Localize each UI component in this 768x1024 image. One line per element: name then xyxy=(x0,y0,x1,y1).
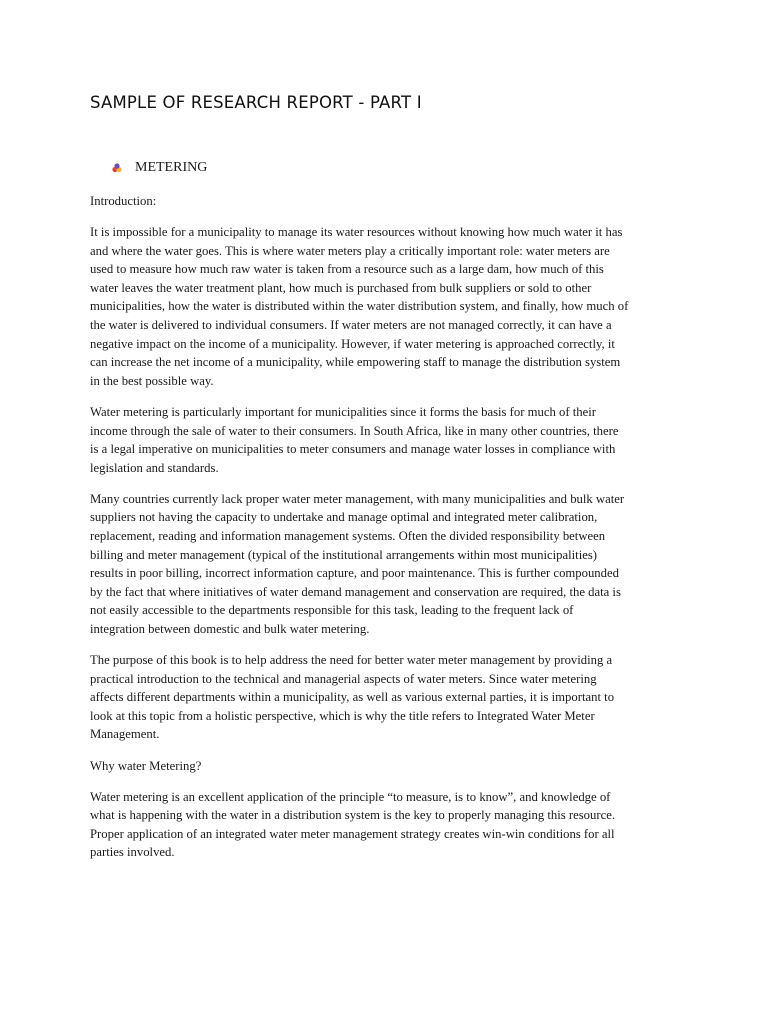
bullet-item-metering xyxy=(112,160,207,176)
paragraph xyxy=(90,788,665,862)
paragraph-line: the water is delivered to individual consumers. If water meters are not managed correctly, it can have a xyxy=(90,318,612,333)
paragraph-line: negative impact on the income of a municipality. However, if water metering is approached correctly, it xyxy=(90,336,615,351)
paragraph-line: and where the water goes. This is where water meters play a critically important role: water meters are xyxy=(90,243,610,258)
bullet-label: METERING xyxy=(135,160,208,175)
paragraph-line: practical introduction to the technical and managerial aspects of water meters. Since water metering xyxy=(90,671,597,686)
paragraph xyxy=(90,757,665,776)
paragraph-line: Introduction: xyxy=(90,194,157,208)
paragraph-line: used to measure how much raw water is taken from a resource such as a large dam, how much of this xyxy=(90,262,604,277)
paragraph-line: Management. xyxy=(90,727,160,742)
paragraph-line: municipalities, how the water is distributed within the water distribution system, and finally, how much of xyxy=(90,299,629,314)
paragraph-line: is a legal imperative on municipalities to meter consumers and manage water losses in compliance with xyxy=(90,442,616,457)
paragraph-line: The purpose of this book is to help address the need for better water meter management by providing a xyxy=(90,653,613,668)
paragraph-line: billing and meter management (typical of the institutional arrangements within most municipalities) xyxy=(90,547,598,562)
paragraph-line: Many countries currently lack proper water meter management, with many municipalities and bulk water xyxy=(90,491,625,506)
bullet-dot-purple xyxy=(114,163,119,168)
paragraph-line: Proper application of an integrated water meter management strategy creates win-win conditions for all xyxy=(90,826,615,841)
paragraph-line: not easily accessible to the departments responsible for this task, leading to the frequent lack of xyxy=(90,603,574,618)
paragraph-line: suppliers not having the capacity to undertake and manage optimal and integrated meter calibration, xyxy=(90,510,598,525)
paragraph xyxy=(90,403,665,477)
paragraph-line: Why water Metering? xyxy=(90,758,202,773)
paragraph-line: integration between domestic and bulk water metering. xyxy=(90,621,370,636)
paragraph-line: income through the sale of water to their consumers. In South Africa, like in many other countries, there xyxy=(90,423,619,438)
paragraph xyxy=(90,651,665,744)
paragraph-line: affects different departments within a municipality, as well as various external parties, it is important to xyxy=(90,690,615,705)
paragraph-line: legislation and standards. xyxy=(90,460,219,475)
body-text xyxy=(90,192,665,875)
paragraph-line: replacement, reading and information management systems. Often the divided responsibility between xyxy=(90,529,606,543)
paragraph-line: what is happening with the water in a distribution system is the key to properly managing this resource. xyxy=(90,808,616,823)
paragraph-line: results in poor billing, incorrect information capture, and poor maintenance. This is further compounded xyxy=(90,566,619,581)
paragraph xyxy=(90,192,665,211)
paragraph-line: in the best possible way. xyxy=(90,373,214,388)
paragraph xyxy=(90,490,665,639)
page-title: SAMPLE OF RESEARCH REPORT - PART I xyxy=(90,93,422,112)
paragraph-line: It is impossible for a municipality to manage its water resources without knowing how much water it has xyxy=(90,225,623,240)
bullet-icon xyxy=(112,163,122,173)
paragraph-line: by the fact that where initiatives of water demand management and conservation are required, the data is xyxy=(90,584,621,599)
paragraph-line: Water metering is an excellent application of the principle “to measure, is to know”, and knowledge of xyxy=(90,789,611,804)
paragraph-line: Water metering is particularly important for municipalities since it forms the basis for much of their xyxy=(90,404,596,419)
paragraph-line: parties involved. xyxy=(90,845,175,860)
paragraph-line: look at this topic from a holistic perspective, which is why the title refers to Integrated Water Meter xyxy=(90,708,595,723)
paragraph-line: can increase the net income of a municipality, while empowering staff to manage the distribution system xyxy=(90,355,621,370)
paragraph xyxy=(90,223,665,390)
paragraph-line: water leaves the water treatment plant, how much is purchased from bulk suppliers or sold to other xyxy=(90,280,592,295)
